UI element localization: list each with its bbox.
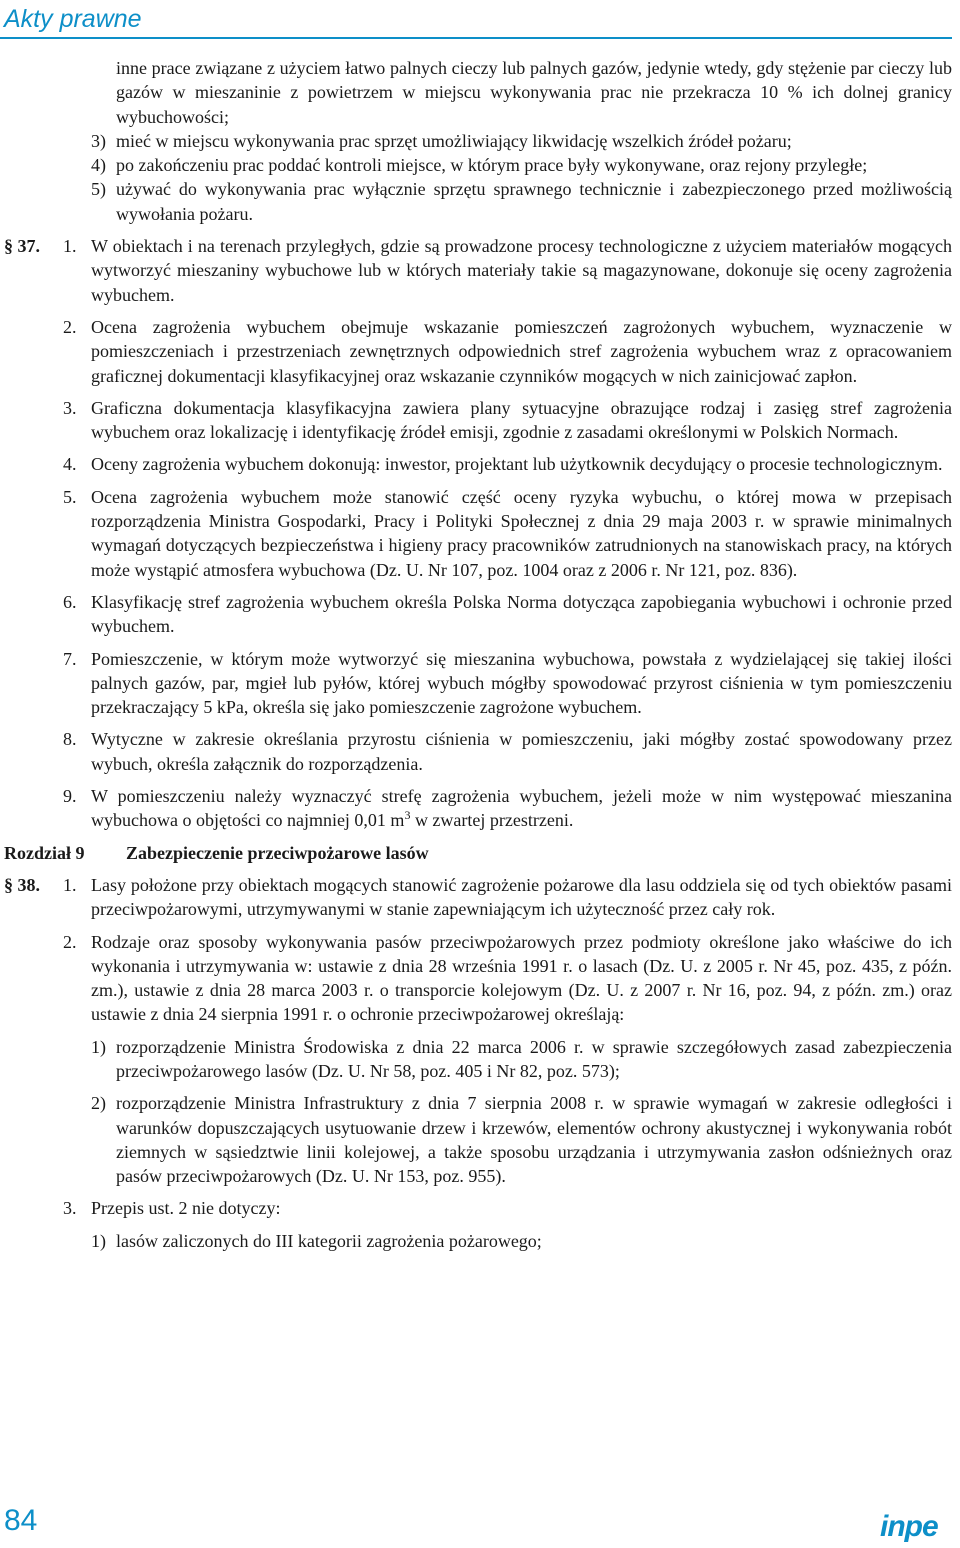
paragraph-number: 2. xyxy=(63,931,77,952)
paragraph-number: 3. xyxy=(63,1198,77,1219)
section-37-paragraph-4 xyxy=(0,452,952,476)
list-item xyxy=(0,1035,952,1084)
section-37-paragraph-9 xyxy=(0,784,952,833)
paragraph-number: 7. xyxy=(63,648,77,669)
paragraph-text: Ocena zagrożenia wybuchem może stanowić część oceny ryzyka wybuchu, o której mowa w przepisach rozporządzenia Ministra Gospodarki, Pracy i Polityki Społecznej z dnia 29 maja 2003 r. w sprawie minimalnych wymagań dotyczących bezpieczeństwa i higieny pracy pracowników zatrudnionych na stanowiskach pracy, na których może wystąpić atmosfera wybuchowa (Dz. U. Nr 107, poz. 1004 oraz z 2006 r. Nr 121, poz. 836). xyxy=(91,486,952,580)
header-divider xyxy=(0,37,952,39)
paragraph-text: Lasy położone przy obiektach mogących stanowić zagrożenie pożarowe dla lasu oddziela się od tych obiektów pasami przeciwpożarowymi, utrzymywanymi w stanie zapewniającym ich użyteczność przez cały rok. xyxy=(91,874,952,920)
list-marker: 1) xyxy=(91,1036,106,1057)
paragraph-number: 8. xyxy=(63,729,77,750)
section-symbol: § 37. xyxy=(4,236,40,257)
list-item xyxy=(0,177,952,226)
paragraph-number: 1. xyxy=(63,236,77,257)
paragraph-number: 1. xyxy=(63,874,77,895)
paragraph-text: W obiektach i na terenach przyległych, gdzie są prowadzone procesy technologiczne z użyciem materiałów mogących wytworzyć mieszaniny wybuchowe lub w których materiały takie są magazynowane, dokonuje się oceny zagrożenia wybuchem. xyxy=(91,236,952,305)
paragraph-number: 9. xyxy=(63,786,77,807)
list-item xyxy=(0,1091,952,1188)
section-37-paragraph-5 xyxy=(0,485,952,582)
section-37-paragraph-6 xyxy=(0,590,952,639)
list-marker: 1) xyxy=(91,1230,106,1251)
paragraph-text-tail: w zwartej przestrzeni. xyxy=(410,810,574,831)
list-item-text: mieć w miejscu wykonywania prac sprzęt umożliwiający likwidację wszelkich źródeł pożaru; xyxy=(116,130,792,151)
page-header-title: Akty prawne xyxy=(4,5,142,33)
paragraph-text: Klasyfikację stref zagrożenia wybuchem określa Polska Norma dotycząca zapobiegania wybuchowi i ochronie przed wybuchem. xyxy=(91,591,952,637)
page-number: 84 xyxy=(4,1504,38,1537)
paragraph-text: Ocena zagrożenia wybuchem obejmuje wskazanie pomieszczeń zagrożonych wybuchem, wyznaczenie w pomieszczeniach i przestrzeniach zewnętrznych odpowiednich stref zagrożenia wybuchem wraz z opracowaniem graficznej dokumentacji klasyfikacyjnej oraz wskazanie czynników mogących w nich zainicjować zapłon. xyxy=(91,316,952,386)
list-marker: 3) xyxy=(91,130,106,151)
paragraph-number: 3. xyxy=(63,397,77,418)
chapter-title: Zabezpieczenie przeciwpożarowe lasów xyxy=(126,842,429,863)
continuation-intro: inne prace związane z użyciem łatwo palnych cieczy lub palnych gazów, jedynie wtedy, gdy stężenie par cieczy lub gazów w mieszaninie z powietrzem w miejscu wykonywania prac nie przekracza 10 % ich dolnej granicy wybuchowości; xyxy=(116,58,952,127)
list-item xyxy=(0,153,952,177)
section-37-paragraph-3 xyxy=(0,396,952,445)
paragraph-number: 5. xyxy=(63,486,77,507)
document-body xyxy=(0,56,952,1253)
paragraph-text: Graficzna dokumentacja klasyfikacyjna zawiera plany sytuacyjne obrazujące rodzaj i zasięg stref zagrożenia wybuchem oraz lokalizację i identyfikację źródeł emisji, zgodnie z zasadami określonymi w Polskich Normach. xyxy=(91,397,952,443)
paragraph-number: 4. xyxy=(63,454,77,475)
section-37-paragraph-7 xyxy=(0,647,952,720)
chapter-heading xyxy=(4,841,952,865)
list-item xyxy=(0,1229,952,1253)
list-item-text: rozporządzenie Ministra Infrastruktury z dnia 7 sierpnia 2008 r. w sprawie wymagań w zakresie odległości i warunków dopuszczających usytuowanie drzew i krzewów, elementów ochrony akustycznej i wykonywania robót ziemnych w sąsiedztwie linii kolejowej, a także sposobu urządzania i utrzymywania zasłon odśnieżnych oraz pasów przeciwpożarowych (Dz. U. Nr 153, poz. 955). xyxy=(116,1093,952,1187)
paragraph-text: Przepis ust. 2 nie dotyczy: xyxy=(91,1198,281,1219)
paragraph-text: Rodzaje oraz sposoby wykonywania pasów przeciwpożarowych przez podmioty określone jako właściwe do ich wykonania i utrzymywania w: ustawie z dnia 28 września 1991 r. o lasach (Dz. U. z 2005 r. Nr 45, poz. 435, z późn. zm.), ustawie z dnia 28 marca 2003 r. o transporcie kolejowym (Dz. U. z 2007 r. Nr 16, poz. 94, z późn. zm.) oraz ustawie z dnia 24 sierpnia 1991 r. o ochronie przeciwpożarowej określają: xyxy=(91,931,952,1025)
list-item-text: po zakończeniu prac poddać kontroli miejsce, w którym prace były wykonywane, oraz rejony przyległe; xyxy=(116,155,868,176)
paragraph-text: W pomieszczeniu należy wyznaczyć strefę zagrożenia wybuchem, jeżeli może w nim występować mieszanina wybuchowa o objętości co najmniej 0,01 m xyxy=(91,786,952,831)
list-item-text: używać do wykonywania prac wyłącznie sprzętu sprawnego technicznie i zabezpieczonego przed możliwością wywołania pożaru. xyxy=(116,179,952,224)
section-38-paragraph-1 xyxy=(0,873,952,922)
section-37-paragraph-1 xyxy=(0,234,952,307)
superscript-exponent: 3 xyxy=(404,808,411,823)
section-37-paragraph-2 xyxy=(0,315,952,388)
list-marker: 4) xyxy=(91,155,106,176)
section-symbol: § 38. xyxy=(4,874,40,895)
paragraph-text: Oceny zagrożenia wybuchem dokonują: inwestor, projektant lub użytkownik decydujący o procesie technologicznym. xyxy=(91,454,943,475)
section-38-paragraph-3 xyxy=(0,1196,952,1220)
list-item-text: rozporządzenie Ministra Środowiska z dnia 22 marca 2006 r. w sprawie szczegółowych zasad zabezpieczenia przeciwpożarowego lasów (Dz. U. Nr 58, poz. 405 i Nr 82, poz. 573); xyxy=(116,1036,952,1081)
list-marker: 5) xyxy=(91,179,106,200)
list-item-text: lasów zaliczonych do III kategorii zagrożenia pożarowego; xyxy=(116,1230,542,1251)
section-37-paragraph-8 xyxy=(0,727,952,776)
publisher-logo: inpe xyxy=(880,1510,938,1543)
paragraph-text: Wytyczne w zakresie określania przyrostu ciśnienia w pomieszczeniu, jaki mógłby zostać spowodowany przez wybuch, określa załącznik do rozporządzenia. xyxy=(91,729,952,774)
section-38-paragraph-2 xyxy=(0,930,952,1027)
paragraph-text: Pomieszczenie, w którym może wytworzyć się mieszanina wybuchowa, powstała z wydzielającej się takiej ilości palnych gazów, par, mgieł lub pyłów, której wybuch mógłby spowodować przyrost ciśnienia w tym pomieszczeniu przekraczający 5 kPa, określa się jako pomieszczenie zagrożone wybuchem. xyxy=(91,648,952,718)
paragraph-number: 6. xyxy=(63,591,77,612)
list-item xyxy=(0,129,952,153)
paragraph-number: 2. xyxy=(63,316,77,337)
chapter-label: Rozdział 9 xyxy=(4,842,85,863)
list-marker: 2) xyxy=(91,1093,106,1114)
